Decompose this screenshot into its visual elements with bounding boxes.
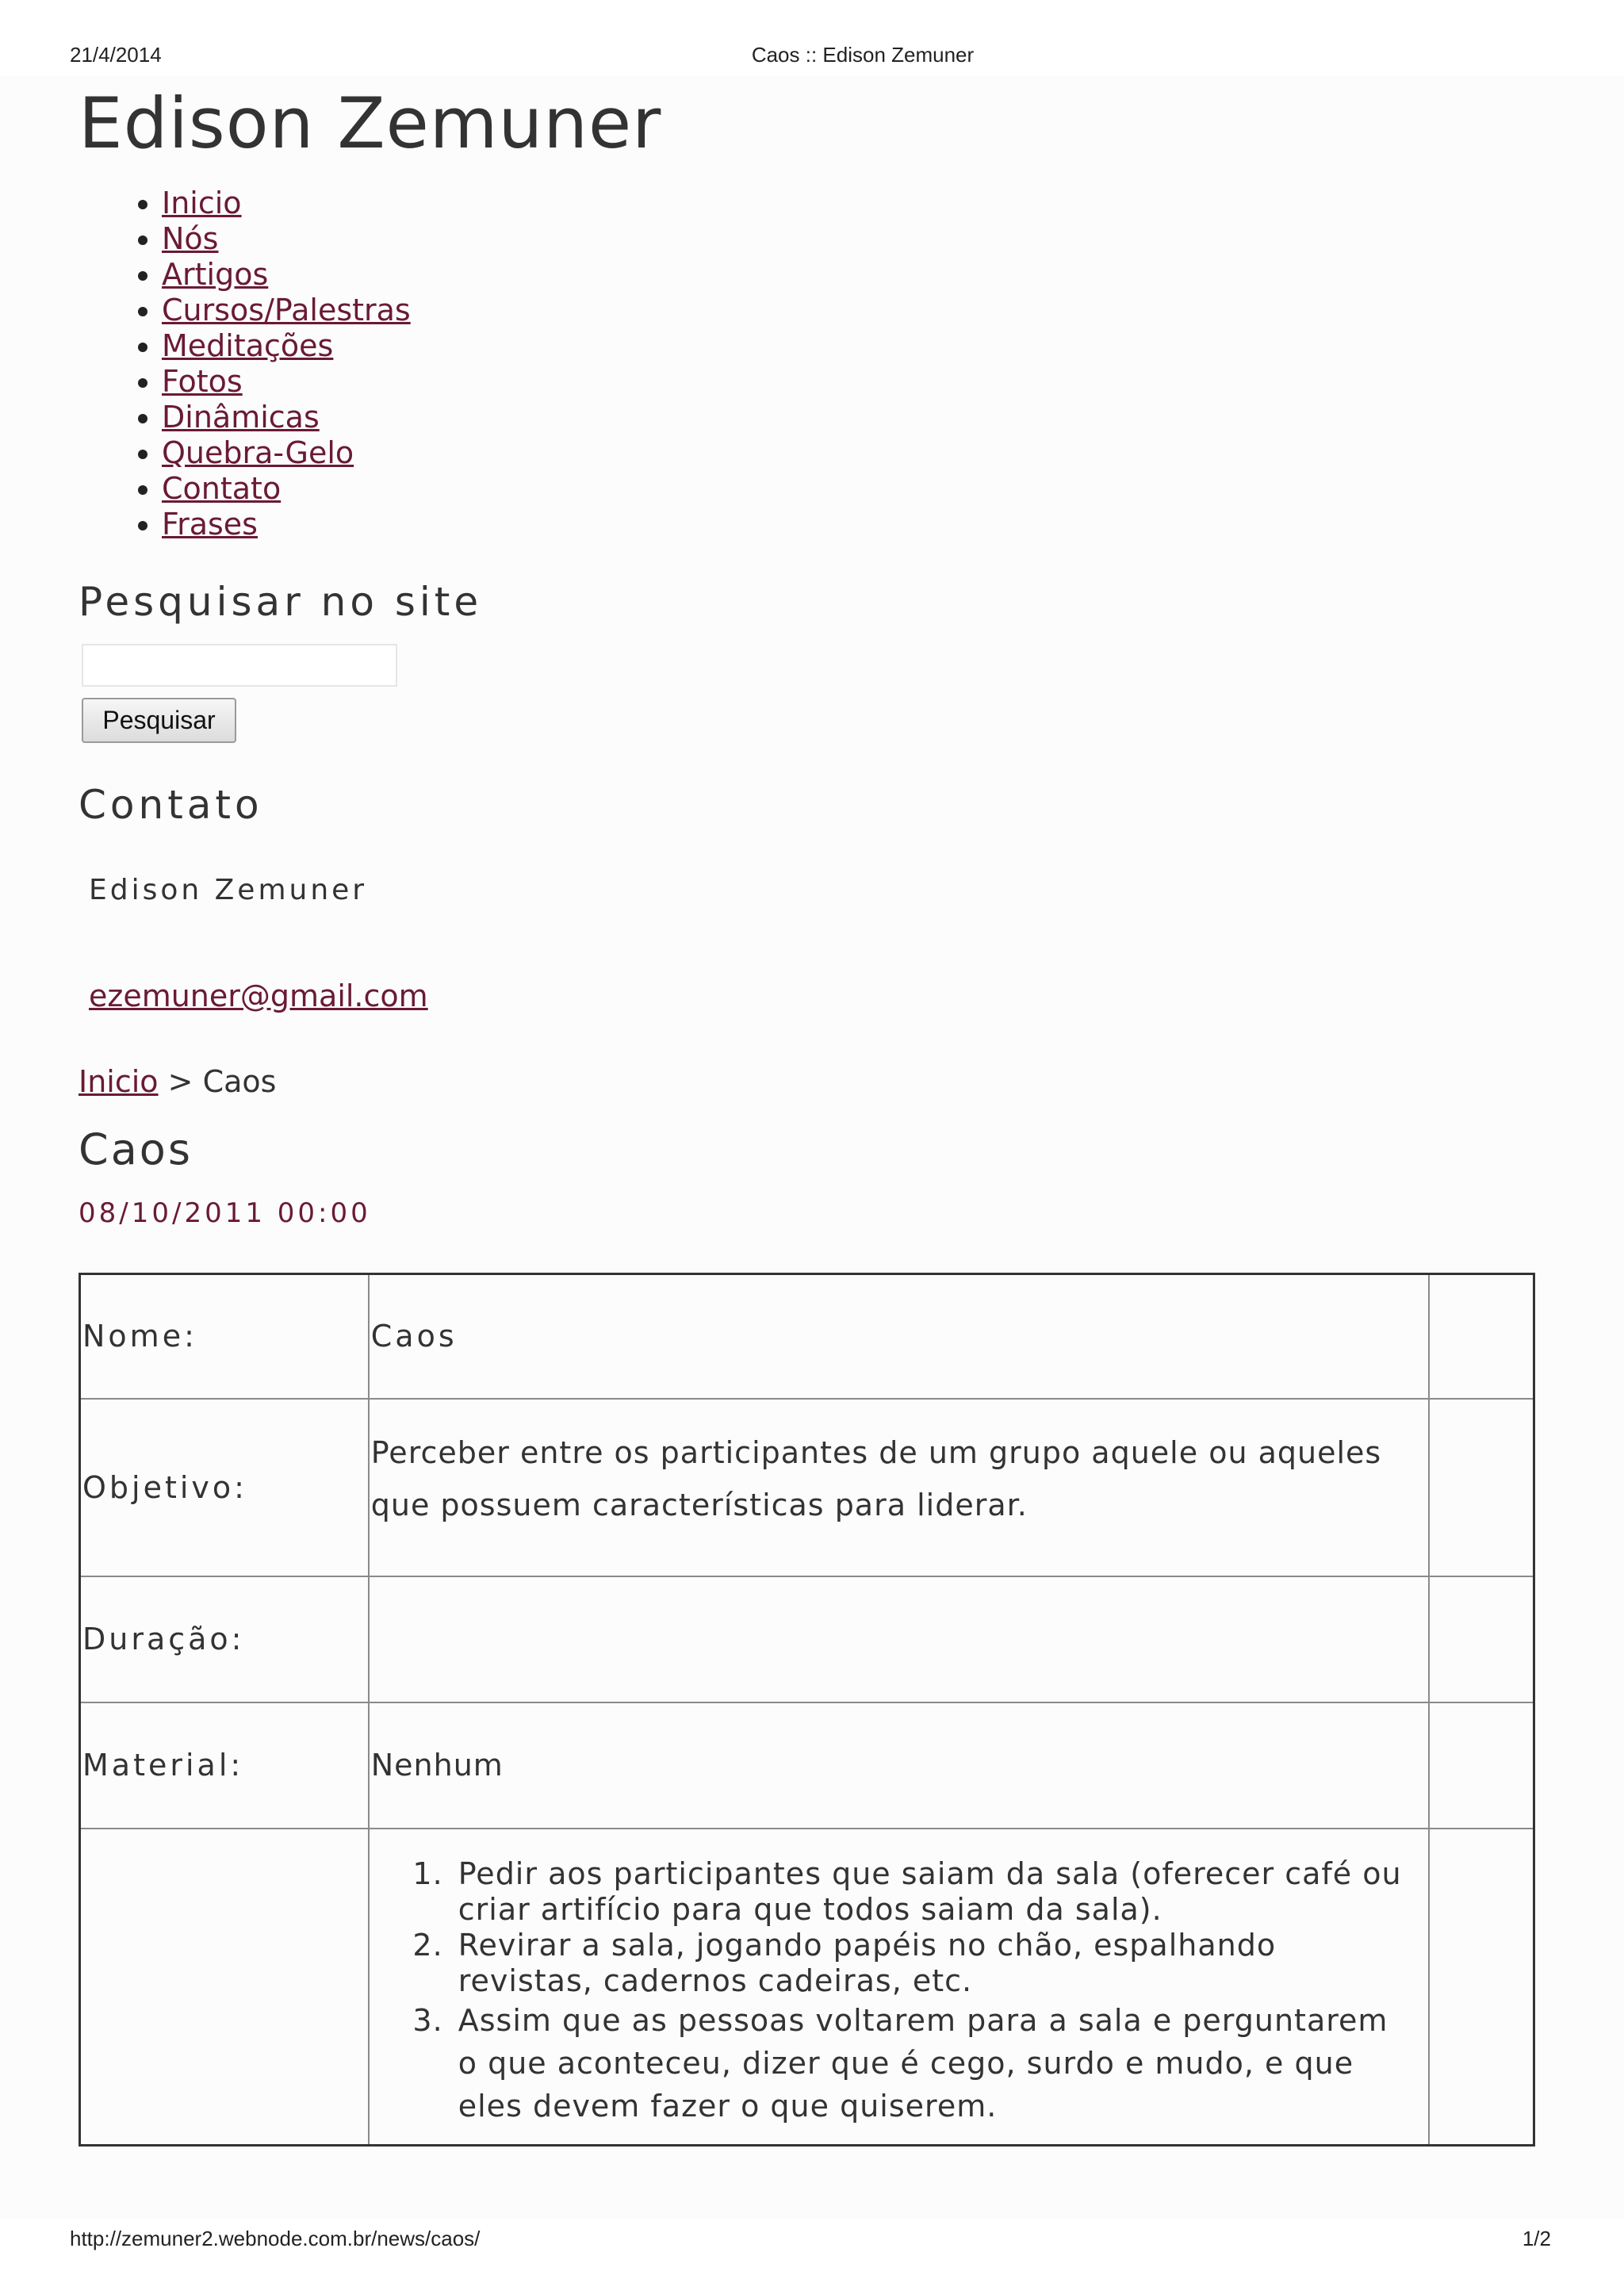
nav-item-artigos bbox=[162, 257, 411, 293]
row-value-nome: Caos bbox=[369, 1274, 1429, 1399]
step-item: 1. Pedir aos participantes que saiam da sala (oferecer café ou criar artifício para que todos saiam da sala). bbox=[454, 1856, 1412, 1928]
row-label-objetivo: Objetivo: bbox=[80, 1399, 369, 1576]
breadcrumb-separator: > bbox=[158, 1064, 203, 1099]
nav-link-dinamicas[interactable]: Dinâmicas bbox=[162, 400, 320, 435]
contact-name: Edison Zemuner bbox=[89, 874, 368, 906]
table-row bbox=[80, 1274, 1534, 1399]
print-url: http://zemuner2.webnode.com.br/news/caos/ bbox=[70, 2227, 481, 2250]
row-value-objetivo: Perceber entre os participantes de um grupo aquele ou aqueles que possuem características para liderar. bbox=[369, 1399, 1429, 1576]
activity-table bbox=[79, 1273, 1535, 2147]
nav-item-cursos-palestras bbox=[162, 293, 411, 328]
table-row bbox=[80, 1702, 1534, 1829]
row-label-material: Material: bbox=[80, 1702, 369, 1829]
row-value-material: Nenhum bbox=[369, 1702, 1429, 1829]
nav-link-contato[interactable]: Contato bbox=[162, 471, 282, 506]
nav-link-meditacoes[interactable]: Meditações bbox=[162, 328, 334, 363]
site-title: Edison Zemuner bbox=[79, 82, 662, 164]
nav-link-fotos[interactable]: Fotos bbox=[162, 364, 243, 399]
nav-item-meditacoes bbox=[162, 328, 411, 364]
nav-link-nos[interactable]: Nós bbox=[162, 221, 219, 256]
row-value-steps bbox=[369, 1829, 1429, 2146]
row-extra-cell bbox=[1429, 1829, 1534, 2146]
steps-list bbox=[371, 1829, 1428, 2127]
table-row bbox=[80, 1829, 1534, 2146]
row-extra-cell bbox=[1429, 1576, 1534, 1702]
nav-item-frases bbox=[162, 507, 411, 542]
nav-item-nos bbox=[162, 221, 411, 257]
breadcrumb-home-link[interactable]: Inicio bbox=[79, 1064, 159, 1099]
step-item: 2. Revirar a sala, jogando papéis no chão, espalhando revistas, cadernos cadeiras, etc. bbox=[454, 1928, 1412, 1999]
breadcrumb-current: Caos bbox=[202, 1064, 277, 1099]
step-item: 3. Assim que as pessoas voltarem para a sala e perguntarem o que aconteceu, dizer que é cego, surdo e mudo, e que eles devem fazer o que quiserem. bbox=[454, 1999, 1412, 2127]
nav-item-contato bbox=[162, 471, 411, 507]
table-row bbox=[80, 1399, 1534, 1576]
row-extra-cell bbox=[1429, 1274, 1534, 1399]
table-row bbox=[80, 1576, 1534, 1702]
print-page-title: Caos :: Edison Zemuner bbox=[751, 43, 975, 67]
row-label-duracao: Duração: bbox=[80, 1576, 369, 1702]
nav-link-cursos-palestras[interactable]: Cursos/Palestras bbox=[162, 293, 411, 327]
row-extra-cell bbox=[1429, 1702, 1534, 1829]
row-label-empty bbox=[80, 1829, 369, 2146]
row-value-duracao bbox=[369, 1576, 1429, 1702]
row-label-nome: Nome: bbox=[80, 1274, 369, 1399]
nav-item-quebra-gelo bbox=[162, 435, 411, 471]
nav-item-inicio bbox=[162, 186, 411, 221]
main-nav bbox=[119, 186, 411, 542]
print-header bbox=[0, 43, 1624, 70]
nav-link-quebra-gelo[interactable]: Quebra-Gelo bbox=[162, 435, 354, 470]
nav-link-frases[interactable]: Frases bbox=[162, 507, 258, 542]
nav-item-dinamicas bbox=[162, 400, 411, 435]
nav-link-inicio[interactable]: Inicio bbox=[162, 186, 242, 220]
row-extra-cell bbox=[1429, 1399, 1534, 1576]
breadcrumb bbox=[79, 1064, 276, 1099]
article-date: 08/10/2011 00:00 bbox=[79, 1197, 371, 1229]
print-date: 21/4/2014 bbox=[70, 43, 162, 67]
nav-link-artigos[interactable]: Artigos bbox=[162, 257, 269, 292]
search-heading: Pesquisar no site bbox=[79, 579, 483, 625]
print-footer bbox=[0, 2227, 1624, 2254]
contact-email-link[interactable]: ezemuner@gmail.com bbox=[89, 978, 428, 1013]
search-input[interactable] bbox=[82, 644, 397, 687]
article-title: Caos bbox=[79, 1124, 193, 1174]
contact-heading: Contato bbox=[79, 782, 263, 828]
search-button[interactable]: Pesquisar bbox=[82, 698, 236, 743]
print-page-number: 1/2 bbox=[1522, 2227, 1551, 2250]
nav-item-fotos bbox=[162, 364, 411, 400]
